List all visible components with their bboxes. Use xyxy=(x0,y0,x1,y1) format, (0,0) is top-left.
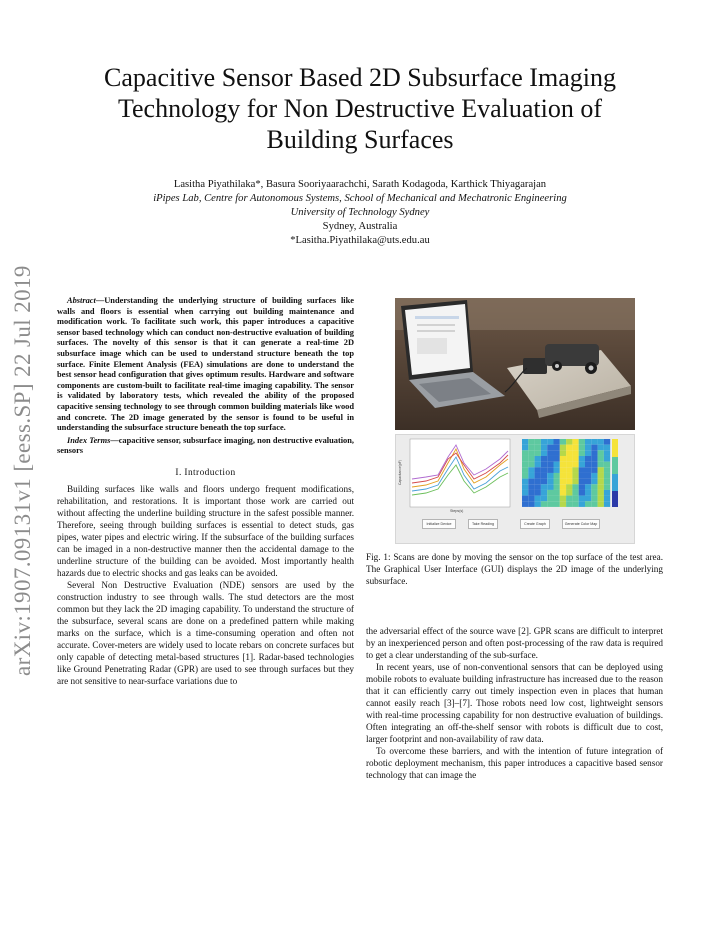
color-map-cell xyxy=(535,479,541,485)
affiliation: iPipes Lab, Centre for Autonomous Systems, School of Mechanical and Mechatronic Engineering xyxy=(153,193,567,204)
color-map-cell xyxy=(572,496,578,502)
color-map-cell xyxy=(566,484,572,490)
color-map-cell xyxy=(598,490,604,496)
plot-xlabel: Steps(s) xyxy=(450,509,464,513)
color-map-cell xyxy=(554,445,560,451)
color-map-cell xyxy=(579,467,585,473)
color-map-cell xyxy=(566,456,572,462)
color-map-cell xyxy=(591,473,597,479)
color-map-cell xyxy=(522,467,528,473)
color-map-cell xyxy=(604,496,610,502)
color-map-cell xyxy=(528,456,534,462)
color-map-cell xyxy=(541,479,547,485)
color-map-cell xyxy=(522,501,528,507)
color-map-cell xyxy=(522,473,528,479)
index-terms-text: —capacitive sensor, subsurface imaging, non destructive evaluation, sensors xyxy=(57,435,354,456)
color-map-cell xyxy=(560,479,566,485)
color-map-cell xyxy=(566,473,572,479)
color-map-cell xyxy=(591,490,597,496)
color-map-cell xyxy=(541,473,547,479)
section-heading: I. Introduction xyxy=(175,467,236,478)
color-map-cell xyxy=(585,490,591,496)
color-map-cell xyxy=(547,456,553,462)
color-map-cell xyxy=(554,496,560,502)
index-terms-lead: Index Terms xyxy=(67,435,111,445)
color-map-cell xyxy=(560,467,566,473)
color-map-cell xyxy=(528,490,534,496)
color-map-cell xyxy=(572,484,578,490)
color-map-cell xyxy=(560,496,566,502)
figure-caption: Fig. 1: Scans are done by moving the sensor on the top surface of the test area. The Graphical User Interface (GUI) displays the 2D image of the underlying subsurface. xyxy=(366,552,663,586)
color-map-cell xyxy=(547,450,553,456)
color-map-cell xyxy=(560,490,566,496)
author-names: Lasitha Piyathilaka*, Basura Sooriyaarachchi, Sarath Kodagoda, Karthick Thiyagarajan xyxy=(173,179,547,190)
color-map-cell xyxy=(604,473,610,479)
color-map-cell xyxy=(566,496,572,502)
color-map-cell xyxy=(547,445,553,451)
color-map-cell xyxy=(522,445,528,451)
arxiv-stamp: arXiv:1907.09131v1 [eess.SP] 22 Jul 2019 xyxy=(10,265,35,676)
right-column xyxy=(366,625,663,781)
color-map-cell xyxy=(560,473,566,479)
color-map-cell xyxy=(547,484,553,490)
plot-ylabel: Capacitance(pF) xyxy=(398,459,402,485)
color-map-cell xyxy=(541,462,547,468)
right-paragraph-1: the adversarial effect of the source wave [2]. GPR scans are difficult to interpret by an inexperienced person and often post-processing of the raw data is required to get a clear understanding of the sub-surface. xyxy=(366,626,663,660)
color-map-cell xyxy=(572,501,578,507)
color-map-cell xyxy=(522,439,528,445)
color-map-cell xyxy=(585,479,591,485)
color-map-cell xyxy=(560,450,566,456)
title-line: Building Surfaces xyxy=(266,125,454,154)
color-map-cell xyxy=(541,450,547,456)
index-terms xyxy=(57,436,354,457)
color-map-cell xyxy=(522,479,528,485)
color-map-cell xyxy=(547,490,553,496)
color-map-cell xyxy=(579,456,585,462)
color-map-cell xyxy=(554,479,560,485)
color-map-cell xyxy=(560,456,566,462)
color-map-cell xyxy=(579,490,585,496)
color-map-cell xyxy=(535,484,541,490)
color-map-cell xyxy=(579,462,585,468)
abstract xyxy=(57,296,354,434)
color-map-cell xyxy=(591,496,597,502)
color-map-cell xyxy=(572,439,578,445)
color-map-cell xyxy=(591,445,597,451)
color-map-cell xyxy=(535,467,541,473)
color-map-cell xyxy=(528,450,534,456)
color-map-cell xyxy=(528,501,534,507)
color-map-cell xyxy=(598,479,604,485)
color-map-cell xyxy=(547,439,553,445)
color-map-cell xyxy=(598,467,604,473)
color-map-cell xyxy=(554,490,560,496)
color-map-cell xyxy=(528,496,534,502)
color-map-cell xyxy=(598,456,604,462)
color-map-cell xyxy=(591,479,597,485)
title-line: Capacitive Sensor Based 2D Subsurface Imaging xyxy=(104,63,616,92)
color-map-cell xyxy=(547,501,553,507)
color-map-cell xyxy=(535,496,541,502)
color-map-cell xyxy=(598,496,604,502)
color-map-cell xyxy=(522,462,528,468)
color-map-cell xyxy=(572,456,578,462)
location: Sydney, Australia xyxy=(322,221,398,232)
color-map-cell xyxy=(598,439,604,445)
color-map-cell xyxy=(604,445,610,451)
color-map-cell xyxy=(591,462,597,468)
color-map-cell xyxy=(522,450,528,456)
color-map-cell xyxy=(541,467,547,473)
color-map-cell xyxy=(560,501,566,507)
color-map-cell xyxy=(554,473,560,479)
color-map-cell xyxy=(541,484,547,490)
color-map-cell xyxy=(585,473,591,479)
color-map-cell xyxy=(541,445,547,451)
gui-plots xyxy=(396,435,634,515)
color-map-cell xyxy=(598,445,604,451)
color-map-cell xyxy=(585,456,591,462)
color-map-cell xyxy=(585,450,591,456)
color-map-cell xyxy=(604,450,610,456)
color-map-cell xyxy=(572,445,578,451)
intro-paragraph-2: Several Non Destructive Evaluation (NDE) sensors are used by the construction industry to see through walls. The stud detectors are the most common but they lack the 2D imaging capability. To understand the structure of the subsurface, several scans are done on a predefined pattern while making marks on the surface, which is a time-consuming operation and often not accurate. Cover-meters are widely used to locate rebars on concrete surfaces but only capable of detecting metal-based structures [1]. Radar-based technologies like Ground Penetrating Radar (GPR) are used to see through surfaces but they are not sensitive to near-surface variations due to xyxy=(57,579,354,686)
abstract-text: —Understanding the underlying structure of building surfaces like walls and floors is essential when carrying out building maintenance and modification work. To facilitate such work, this paper introduces a capacitive sensor based technology which can conduct non-destructive evaluation of building surfaces. The novelty of this sensor is that it can generate a real-time 2D subsurface image which can be used to understand structure beneath the top surface. Finite Element Analysis (FEA) simulations are done to understand the best sensor head configuration that gives optimum results. Hardware and software components are custom-built to facilitate real-time imaging capability. The sensor is validated by laboratory tests, which revealed the ability of the proposed capacitive sensing technology to see through common building materials like wood and concrete. The 2D image generated by the sensor is found to be useful in understanding the subsurface structure beneath the top surface. xyxy=(57,296,354,433)
color-map xyxy=(522,439,610,507)
color-map-cell xyxy=(547,473,553,479)
color-map-cell xyxy=(541,496,547,502)
color-map-cell xyxy=(572,462,578,468)
color-map-cell xyxy=(528,445,534,451)
color-map-cell xyxy=(535,456,541,462)
color-map-cell xyxy=(528,473,534,479)
color-map-cell xyxy=(579,496,585,502)
color-map-cell xyxy=(522,496,528,502)
color-map-cell xyxy=(547,467,553,473)
color-map-cell xyxy=(585,439,591,445)
color-map-cell xyxy=(572,473,578,479)
title-line: Technology for Non Destructive Evaluation of xyxy=(117,94,603,123)
color-map-cell xyxy=(566,467,572,473)
color-map-cell xyxy=(528,479,534,485)
color-map-cell xyxy=(598,462,604,468)
right-paragraph-3: To overcome these barriers, and with the intention of future integration of robotic deployment mechanism, this paper introduces a capacitive based sensor technology that can image the xyxy=(366,746,663,780)
color-map-cell xyxy=(522,484,528,490)
color-map-cell xyxy=(528,462,534,468)
color-map-cell xyxy=(566,450,572,456)
setup-photo-drawing xyxy=(395,298,635,430)
color-map-cell xyxy=(579,484,585,490)
color-map-cell xyxy=(572,490,578,496)
color-map-cell xyxy=(585,496,591,502)
abstract-lead: Abstract xyxy=(67,296,96,305)
color-map-cell xyxy=(604,479,610,485)
color-map-cell xyxy=(566,501,572,507)
color-map-cell xyxy=(535,450,541,456)
figure-1 xyxy=(395,298,635,546)
color-map-cell xyxy=(572,450,578,456)
color-map-cell xyxy=(585,484,591,490)
generate-color-map-button[interactable]: Generate Color Map xyxy=(562,519,600,529)
color-map-cell xyxy=(547,462,553,468)
color-map-cell xyxy=(591,456,597,462)
initialize-device-button[interactable]: Initialize Device xyxy=(422,519,456,529)
color-map-cell xyxy=(585,501,591,507)
color-map-cell xyxy=(566,445,572,451)
color-map-cell xyxy=(535,445,541,451)
color-map-cell xyxy=(566,490,572,496)
color-map-cell xyxy=(554,456,560,462)
color-map-cell xyxy=(528,484,534,490)
color-map-cell xyxy=(535,473,541,479)
color-map-cell xyxy=(604,490,610,496)
color-map-cell xyxy=(598,484,604,490)
setup-photo xyxy=(395,298,635,430)
color-map-cell xyxy=(591,501,597,507)
paper-title xyxy=(60,62,660,155)
color-map-cell xyxy=(579,450,585,456)
color-map-cell xyxy=(579,479,585,485)
color-map-cell xyxy=(560,445,566,451)
color-map-cell xyxy=(528,467,534,473)
color-map-cell xyxy=(604,467,610,473)
color-map-cell xyxy=(572,467,578,473)
take-reading-button[interactable]: Take Reading xyxy=(468,519,498,529)
create-graph-button[interactable]: Create Graph xyxy=(520,519,550,529)
color-map-cell xyxy=(604,484,610,490)
color-map-cell xyxy=(604,462,610,468)
color-map-cell xyxy=(554,450,560,456)
author-block xyxy=(60,178,660,248)
color-map-cell xyxy=(535,462,541,468)
right-paragraph-2: In recent years, use of non-conventional sensors that can be deployed using mobile robots to evaluate building infrastructure has increased due to the reason that it can efficiently carry out timely inspection even in places that human cannot easily reach [3]–[7]. Those robots need low cost, lightweight sensors with real-time processing capability for non destructive evaluation of buildings. Often integrating an off-the-shelf sensor with robots is difficult due to cost, larger footprint and non-availability of raw data. xyxy=(366,662,663,744)
color-map-cell xyxy=(579,439,585,445)
color-map-cell xyxy=(579,473,585,479)
color-map-cell xyxy=(566,479,572,485)
color-map-cell xyxy=(604,456,610,462)
color-map-cell xyxy=(572,479,578,485)
color-map-cell xyxy=(541,456,547,462)
color-map-cell xyxy=(554,462,560,468)
color-map-cell xyxy=(566,439,572,445)
color-map-cell xyxy=(554,467,560,473)
color-map-cell xyxy=(585,467,591,473)
color-map-cell xyxy=(604,501,610,507)
color-map-cell xyxy=(591,484,597,490)
intro-paragraph-1: Building surfaces like walls and floors undergo frequent modifications, rehabilitation, and restorations. It is important those work are carried out without affecting the underline building structure in the safest possible manner. Therefore, seeing through building surfaces is essential to detect studs, gas pipes, water pipes and electric wiring. If the subsurface of the building surfaces can be imaged in a non-destructive manner then the accidental damage to the underline structure of the building can be avoided. Most importantly health hazards due to electric shocks and gas leaks can be avoided. xyxy=(57,483,354,578)
gui-screenshot xyxy=(395,434,635,544)
color-map-cell xyxy=(547,496,553,502)
color-map-cell xyxy=(535,501,541,507)
color-map-cell xyxy=(604,439,610,445)
email: *Lasitha.Piyathilaka@uts.edu.au xyxy=(290,235,430,246)
left-column xyxy=(57,296,354,687)
color-map-cell xyxy=(522,490,528,496)
color-map-cell xyxy=(528,439,534,445)
color-map-cell xyxy=(522,456,528,462)
university: University of Technology Sydney xyxy=(290,207,430,218)
color-map-cell xyxy=(598,501,604,507)
color-map-cell xyxy=(541,501,547,507)
color-map-cell xyxy=(585,445,591,451)
color-map-cell xyxy=(554,439,560,445)
color-map-cell xyxy=(535,490,541,496)
color-map-cell xyxy=(541,490,547,496)
color-map-cell xyxy=(554,501,560,507)
color-map-cell xyxy=(579,445,585,451)
color-map-cell xyxy=(535,439,541,445)
color-map-cell xyxy=(554,484,560,490)
color-map-cell xyxy=(560,484,566,490)
color-map-cell xyxy=(579,501,585,507)
color-map-cell xyxy=(598,473,604,479)
color-map-cell xyxy=(541,439,547,445)
color-map-cell xyxy=(585,462,591,468)
arxiv-margin xyxy=(0,0,60,932)
color-map-cell xyxy=(560,462,566,468)
color-map-cell xyxy=(591,439,597,445)
color-map-cell xyxy=(598,450,604,456)
color-map-cell xyxy=(591,450,597,456)
color-map-cell xyxy=(547,479,553,485)
color-map-cell xyxy=(566,462,572,468)
color-map-cell xyxy=(591,467,597,473)
color-map-cell xyxy=(560,439,566,445)
